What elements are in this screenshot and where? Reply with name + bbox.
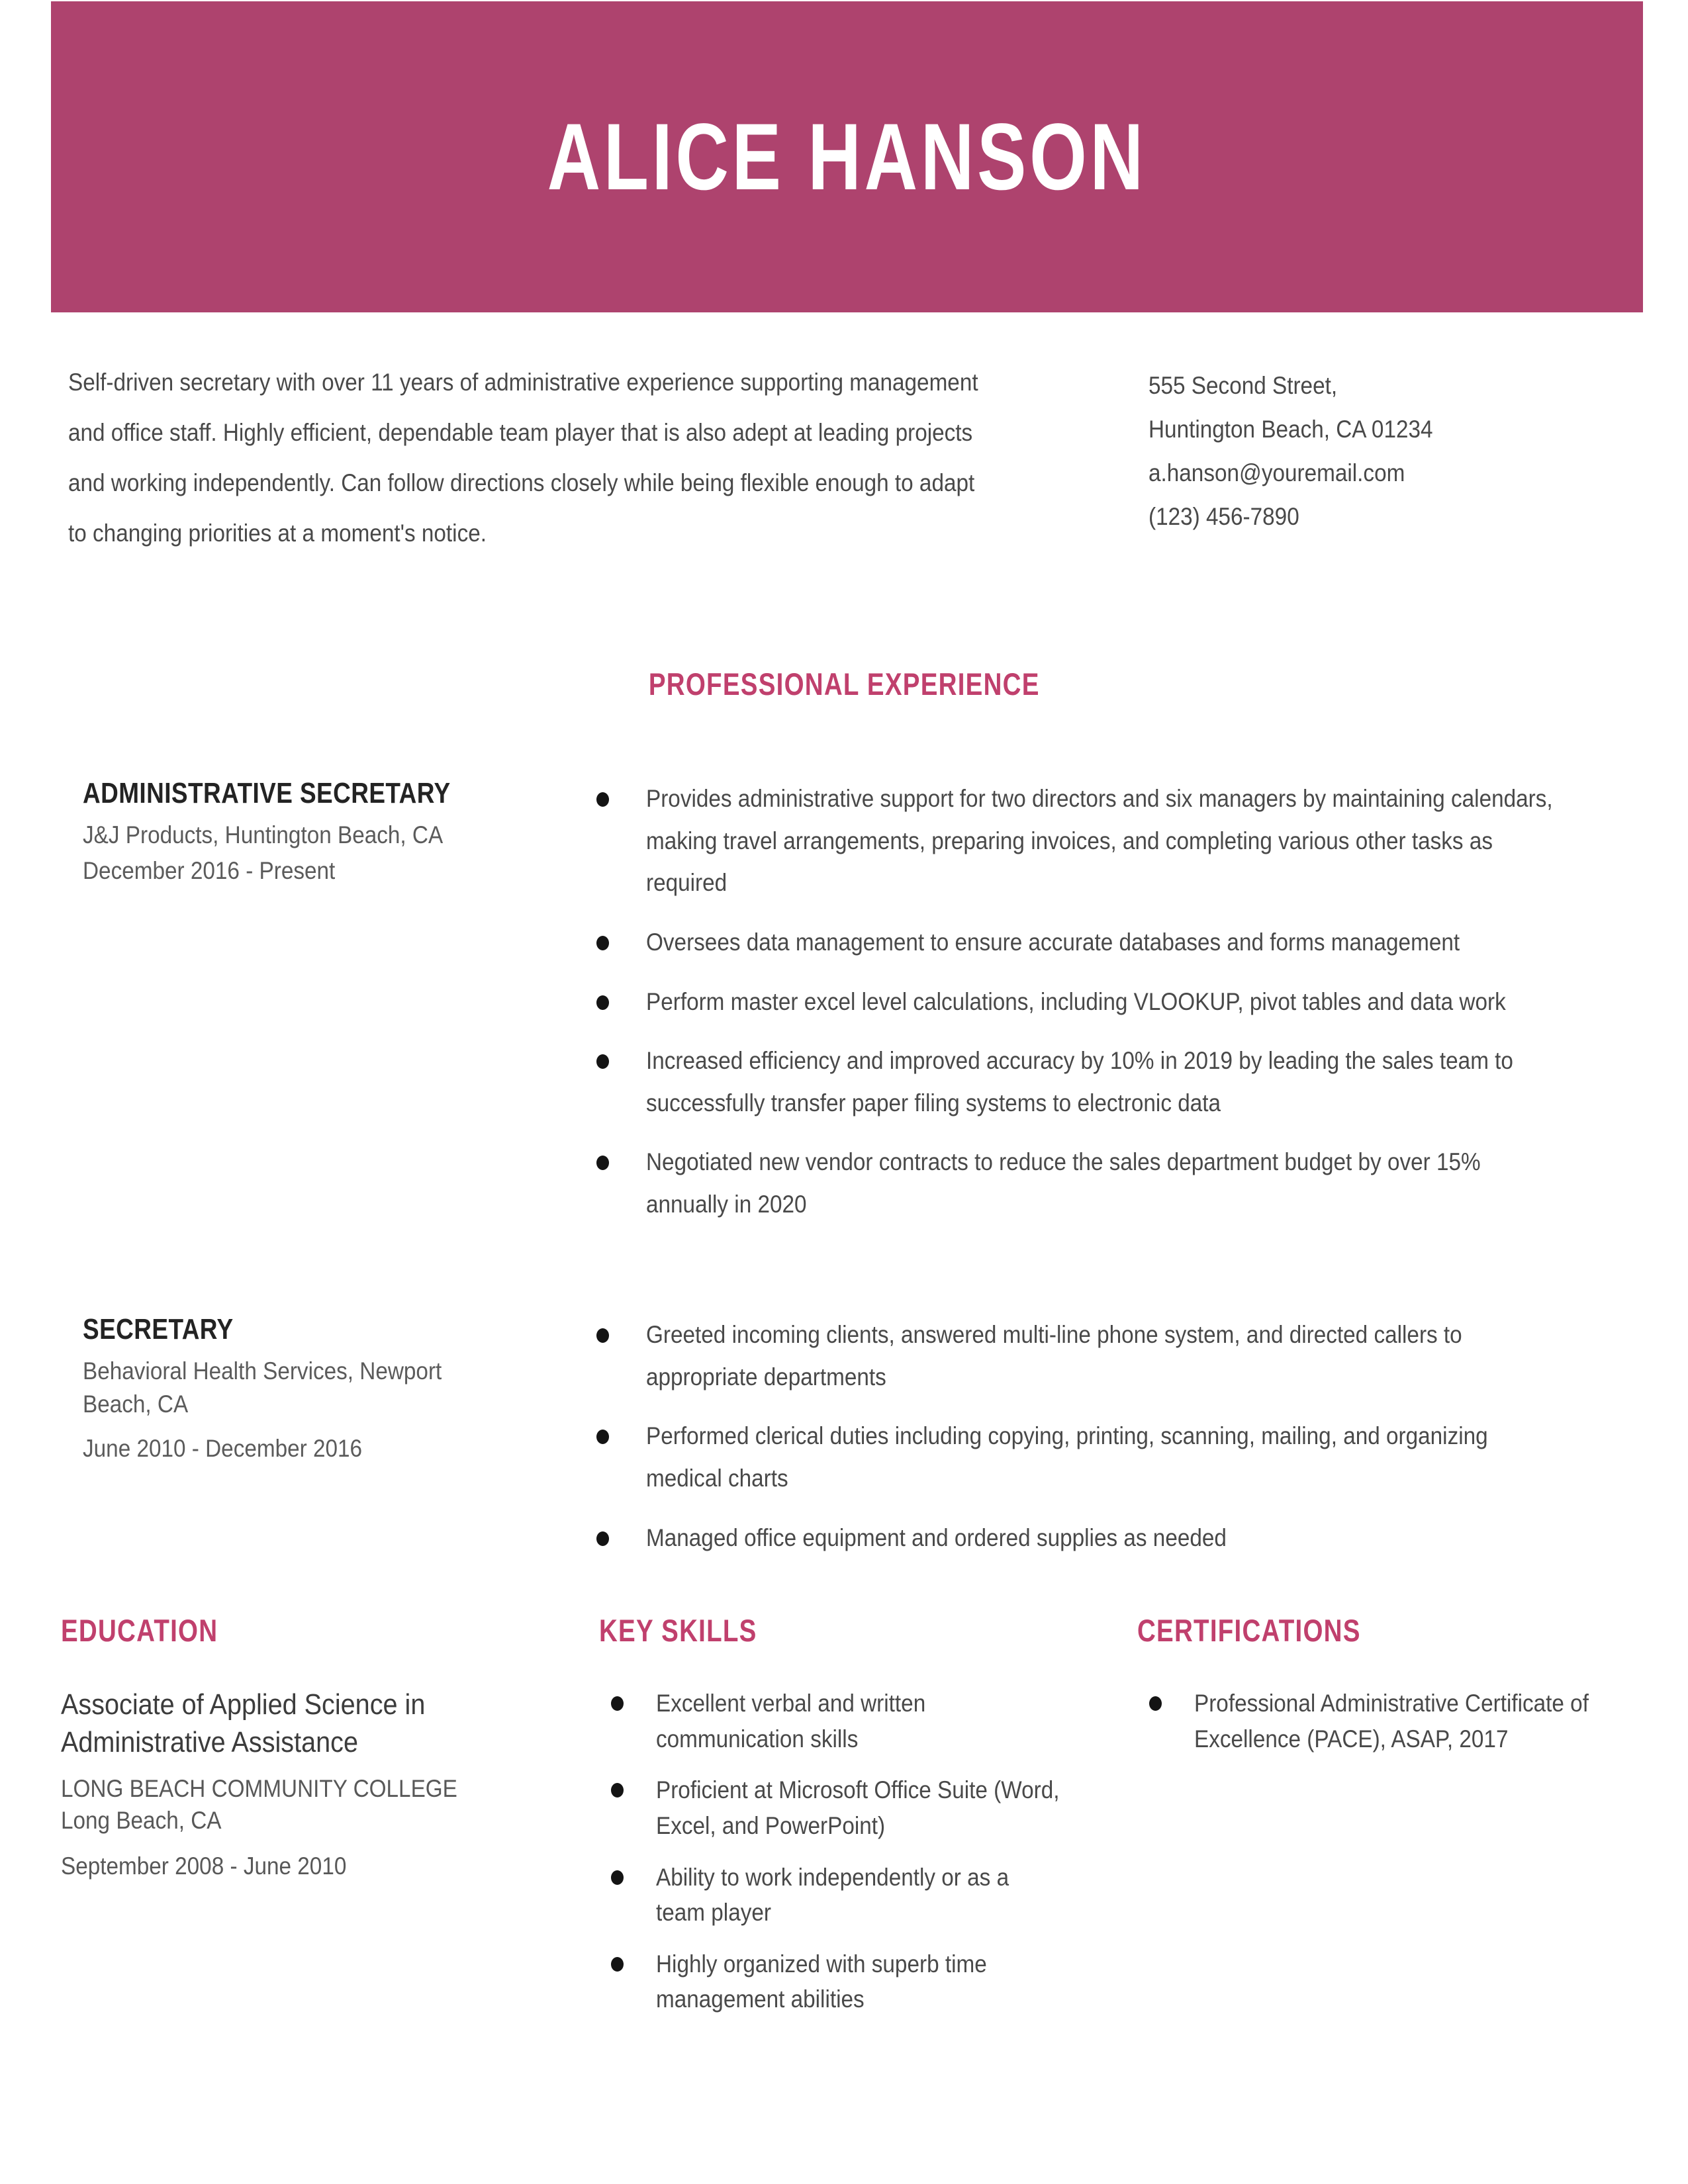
bullet-text: Oversees data management to ensure accurate databases and forms management (646, 928, 1460, 956)
job-title: SECRETARY (83, 1313, 234, 1345)
professional-summary: Self-driven secretary with over 11 years of administrative experience supporting management and office staff. Highly efficient, dependable team player that is also adept at leading projects and working independently. Can follow directions closely while being flexible enough to adapt to changing priorities at a moment's notice. (68, 369, 978, 547)
job-dates: June 2010 - December 2016 (83, 1434, 363, 1462)
education-school: LONG BEACH COMMUNITY COLLEGE (61, 1775, 457, 1803)
experience-entry-meta (83, 1314, 533, 1465)
certifications-list (1137, 1686, 1620, 1756)
list-item (599, 1772, 1062, 1843)
bullet-text: Provides administrative support for two directors and six managers by maintaining calendars, making travel arrangements, preparing invoices, and completing various other tasks as required (646, 785, 1553, 897)
list-item (583, 778, 1569, 904)
education-location: Long Beach, CA (61, 1807, 222, 1835)
list-item (583, 1141, 1569, 1225)
professional-experience-heading-wrap (0, 668, 1688, 700)
list-item (599, 1686, 1062, 1756)
intro-row (0, 357, 1688, 563)
list-item (583, 1314, 1569, 1398)
bullet-list (583, 778, 1569, 1226)
bullet-text: Perform master excel level calculations, including VLOOKUP, pivot tables and data work (646, 987, 1506, 1015)
experience-entry-meta (83, 778, 533, 887)
certifications-heading: CERTIFICATIONS (1137, 1613, 1361, 1648)
list-item (583, 1415, 1569, 1499)
bullet-text: Increased efficiency and improved accuracy by 10% in 2019 by leading the sales team to successfully transfer paper filing systems to electronic data (646, 1047, 1513, 1116)
page-title: ALICE HANSON (547, 104, 1147, 210)
list-item (583, 921, 1569, 964)
list-item (599, 1946, 1062, 2017)
certifications-section (1137, 1615, 1620, 1772)
professional-experience-heading: PROFESSIONAL EXPERIENCE (648, 666, 1040, 702)
bullet-text: Managed office equipment and ordered supplies as needed (646, 1524, 1227, 1551)
job-organization: Behavioral Health Services, Newport Beach, CA (83, 1357, 442, 1418)
bullet-text: Performed clerical duties including copying, printing, scanning, mailing, and organizing medical charts (646, 1422, 1488, 1492)
skill-text: Proficient at Microsoft Office Suite (Word, Excel, and PowerPoint) (656, 1776, 1060, 1839)
experience-entry-bullets (583, 1314, 1569, 1576)
contact-street: 555 Second Street, (1149, 372, 1338, 399)
job-title: ADMINISTRATIVE SECRETARY (83, 777, 451, 809)
certification-text: Professional Administrative Certificate of Excellence (PACE), ASAP, 2017 (1194, 1690, 1589, 1752)
contact-email[interactable]: a.hanson@youremail.com (1149, 459, 1405, 486)
list-item (1137, 1686, 1620, 1756)
list-item (583, 1517, 1569, 1559)
list-item (599, 1860, 1062, 1931)
bullet-list (583, 1314, 1569, 1559)
education-heading: EDUCATION (61, 1613, 218, 1648)
list-item (583, 1040, 1569, 1124)
job-dates: December 2016 - Present (83, 856, 336, 884)
experience-entry-bullets (583, 778, 1569, 1243)
education-section (61, 1615, 524, 1882)
key-skills-heading: KEY SKILLS (599, 1613, 757, 1648)
skill-text: Highly organized with superb time management abilities (656, 1950, 987, 2013)
skill-text: Ability to work independently or as a team player (656, 1863, 1009, 1927)
education-degree: Associate of Applied Science in Administrative Assistance (61, 1688, 426, 1759)
contact-block (1149, 364, 1566, 538)
list-item (583, 981, 1569, 1023)
key-skills-list (599, 1686, 1062, 2017)
header-banner (51, 1, 1643, 312)
education-dates: September 2008 - June 2010 (61, 1852, 347, 1880)
contact-phone[interactable]: (123) 456-7890 (1149, 502, 1299, 530)
job-organization: J&J Products, Huntington Beach, CA (83, 821, 444, 849)
contact-city-state-zip: Huntington Beach, CA 01234 (1149, 415, 1433, 443)
skill-text: Excellent verbal and written communication skills (656, 1690, 926, 1752)
key-skills-section (599, 1615, 1062, 2033)
bullet-text: Greeted incoming clients, answered multi-line phone system, and directed callers to appropriate departments (646, 1321, 1462, 1390)
bullet-text: Negotiated new vendor contracts to reduce the sales department budget by over 15% annually in 2020 (646, 1148, 1481, 1218)
